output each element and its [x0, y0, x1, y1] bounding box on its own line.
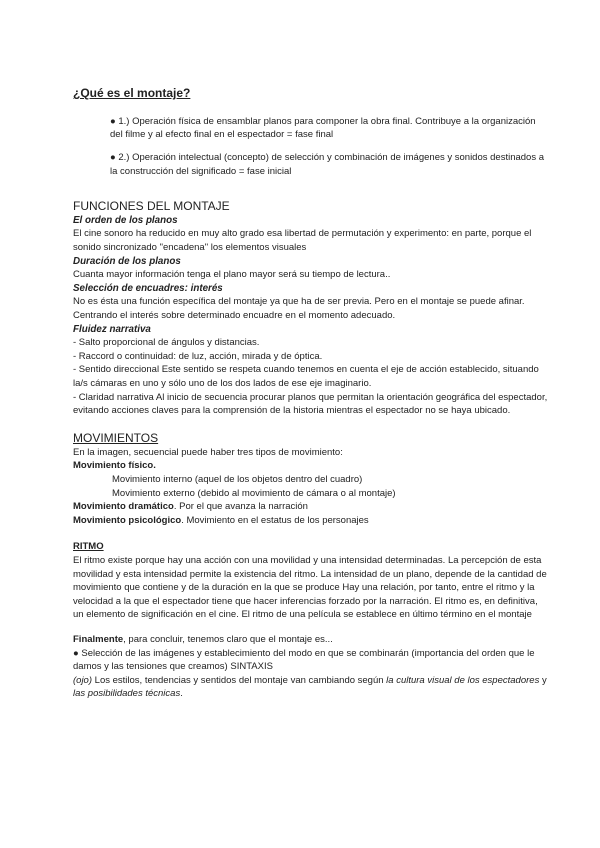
movimiento-psicologico-text: . Movimiento en el estatus de los personajes — [181, 514, 369, 526]
list-item: - Salto proporcional de ángulos y distancias. — [73, 337, 260, 349]
ojo-italic-cultura: la cultura visual de los espectadores — [386, 674, 540, 686]
section-title-movimientos: MOVIMIENTOS — [73, 430, 159, 445]
subheading-orden: El orden de los planos — [73, 214, 178, 226]
movimiento-dramatico-label: Movimiento dramático — [73, 501, 174, 513]
ojo-text-3: . — [180, 688, 183, 700]
section-title-funciones: FUNCIONES DEL MONTAJE — [73, 198, 230, 213]
list-item: ● Selección de las imágenes y establecimiento del modo en que se combinarán (importancia del orden que le damos y las tensiones que creamos) SINTAXIS — [73, 647, 535, 673]
paragraph-finalmente — [73, 633, 550, 647]
list-item: ● 2.) Operación intelectual (concepto) de selección y combinación de imágenes y sonidos destinados a la construcción del significado = fase inicial — [110, 152, 545, 177]
paragraph-movimientos-intro: En la imagen, secuencial puede haber tres tipos de movimiento: — [73, 446, 343, 458]
finalmente-label: Finalmente — [73, 633, 124, 645]
movimiento-psicologico-line — [73, 514, 550, 528]
list-item: ● 1.) Operación física de ensamblar planos para componer la obra final. Contribuye a la organización del filme y al efecto final en el espectador = fase final — [110, 115, 536, 141]
subheading-duracion: Duración de los planos — [73, 255, 181, 267]
list-item: Movimiento externo (debido al movimiento de cámara o al montaje) — [112, 487, 396, 499]
list-item: - Claridad narrativa Al inicio de secuencia procurar planos que permitan la orientación geográfica del espectador, evitando acciones claves para la comprensión de la historia mientras el espectador no se haya ubicado. — [73, 391, 548, 417]
list-item: - Sentido direccional Este sentido se respeta cuando tenemos en cuenta el eje de acción establecido, situando la/s cámaras en uno y sólo uno de los dos lados de ese eje imaginario. — [73, 364, 539, 389]
ojo-label: (ojo) — [73, 674, 93, 686]
ojo-text-1: Los estilos, tendencias y sentidos del montaje van cambiando según — [92, 674, 387, 686]
section-title-montaje: ¿Qué es el montaje? — [73, 86, 191, 100]
movimiento-fisico-label: Movimiento físico. — [73, 460, 156, 472]
finalmente-text: , para concluir, tenemos claro que el montaje es... — [123, 633, 333, 645]
subheading-fluidez: Fluidez narrativa — [73, 323, 151, 335]
movimiento-psicologico-label: Movimiento psicológico — [73, 514, 182, 526]
paragraph-ritmo: El ritmo existe porque hay una acción con una movilidad y una intensidad determinadas. La percepción de esta movilidad y esta intensidad permite la existencia del ritmo. La intensidad de un plano, depende de la cantidad de movimiento que contiene y de la duración en la que se produce Hay una relación, por tanto, entre el ritmo y la velocidad a la que el espectador tiene que hacer inferencias forzado por la narración. El ritmo es, en definitiva, un elemento de significación en el cine. El ritmo de una película se establece en último término en el montaje — [73, 554, 547, 621]
montaje-bullet-list — [73, 115, 550, 179]
paragraph-seleccion: No es ésta una función específica del montaje ya que ha de ser previa. Pero en el montaje se puede afinar. Centrando el interés sobre determinado encuadre en el momento adecuado. — [73, 296, 525, 322]
section-title-ritmo: RITMO — [73, 541, 104, 553]
list-item: Movimiento interno (aquel de los objetos dentro del cuadro) — [112, 473, 363, 485]
paragraph-orden: El cine sonoro ha reducido en muy alto grado esa libertad de permutación y experimento: en parte, porque el sonido sincronizado "encadena" los elementos visuales — [73, 228, 532, 254]
paragraph-ojo — [73, 674, 550, 701]
paragraph-duracion: Cuanta mayor información tenga el plano mayor será su tiempo de lectura.. — [73, 269, 391, 281]
movimiento-dramatico-text: . Por el que avanza la narración — [173, 501, 308, 513]
movimiento-fisico-line — [73, 459, 550, 473]
ojo-italic-posibilidades: las posibilidades técnicas — [73, 688, 181, 700]
list-item: - Raccord o continuidad: de luz, acción, mirada y de óptica. — [73, 350, 323, 362]
movimiento-dramatico-line — [73, 500, 550, 514]
subheading-seleccion: Selección de encuadres: interés — [73, 282, 223, 294]
ojo-text-2: y — [539, 674, 547, 686]
